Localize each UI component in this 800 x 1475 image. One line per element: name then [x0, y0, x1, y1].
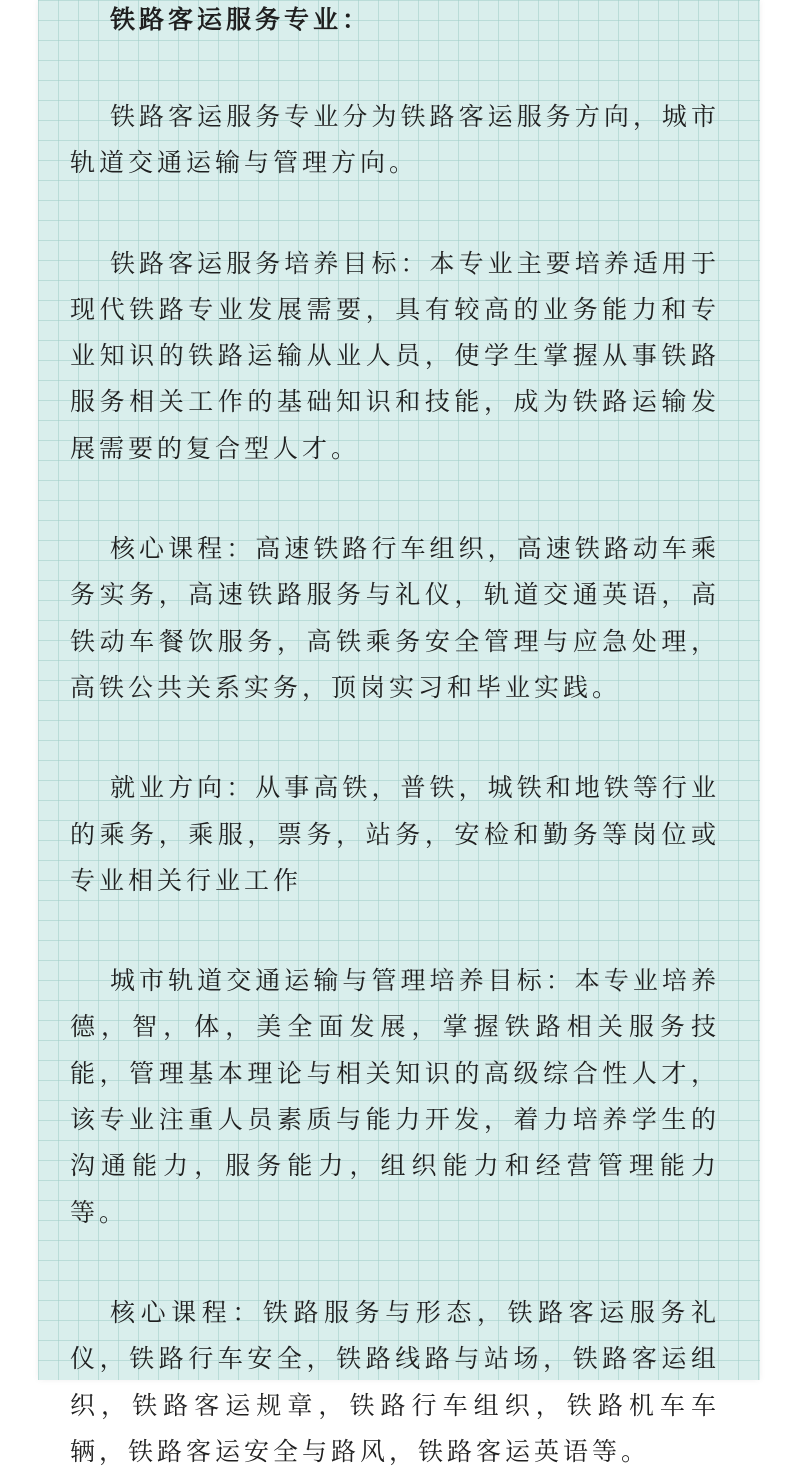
paragraph-railway-training-goal: 铁路客运服务培养目标：本专业主要培养适用于现代铁路专业发展需要，具有较高的业务能力和专业知识的铁路运输从业人员，使学生掌握从事铁路服务相关工作的基础知识和技能，成为铁路运输发展需要的复合型人才。: [70, 248, 720, 463]
paragraph-urban-transit-core-courses: 核心课程：铁路服务与形态，铁路客运服务礼仪，铁路行车安全，铁路线路与站场，铁路客运组织，铁路客运规章，铁路行车组织，铁路机车车辆，铁路客运安全与路风，铁路客运英语等。: [70, 1297, 720, 1466]
paragraph-railway-core-courses: 核心课程：高速铁路行车组织，高速铁路动车乘务实务，高速铁路服务与礼仪，轨道交通英语，高铁动车餐饮服务，高铁乘务安全管理与应急处理，高铁公共关系实务，顶岗实习和毕业实践。: [70, 534, 720, 702]
spacer: [70, 904, 720, 958]
spacer: [70, 1236, 720, 1290]
paragraph-employment-direction: 就业方向：从事高铁，普铁，城铁和地铁等行业的乘务，乘服，票务，站务，安检和勤务等岗位或专业相关行业工作: [70, 773, 720, 895]
article-body: [70, 0, 720, 1475]
paragraph-urban-transit-training-goal: 城市轨道交通运输与管理培养目标：本专业培养德，智，体，美全面发展，掌握铁路相关服务技能，管理基本理论与相关知识的高级综合性人才，该专业注重人员素质与能力开发，着力培养学生的沟通能力，服务能力，组织能力和经营管理能力等。: [70, 966, 720, 1227]
spacer: [70, 472, 720, 526]
spacer: [70, 711, 720, 765]
section-heading: 铁路客运服务专业：: [110, 5, 372, 34]
spacer: [70, 187, 720, 241]
spacer: [70, 40, 720, 94]
paragraph-major-overview: 铁路客运服务专业分为铁路客运服务方向，城市轨道交通运输与管理方向。: [70, 102, 720, 178]
